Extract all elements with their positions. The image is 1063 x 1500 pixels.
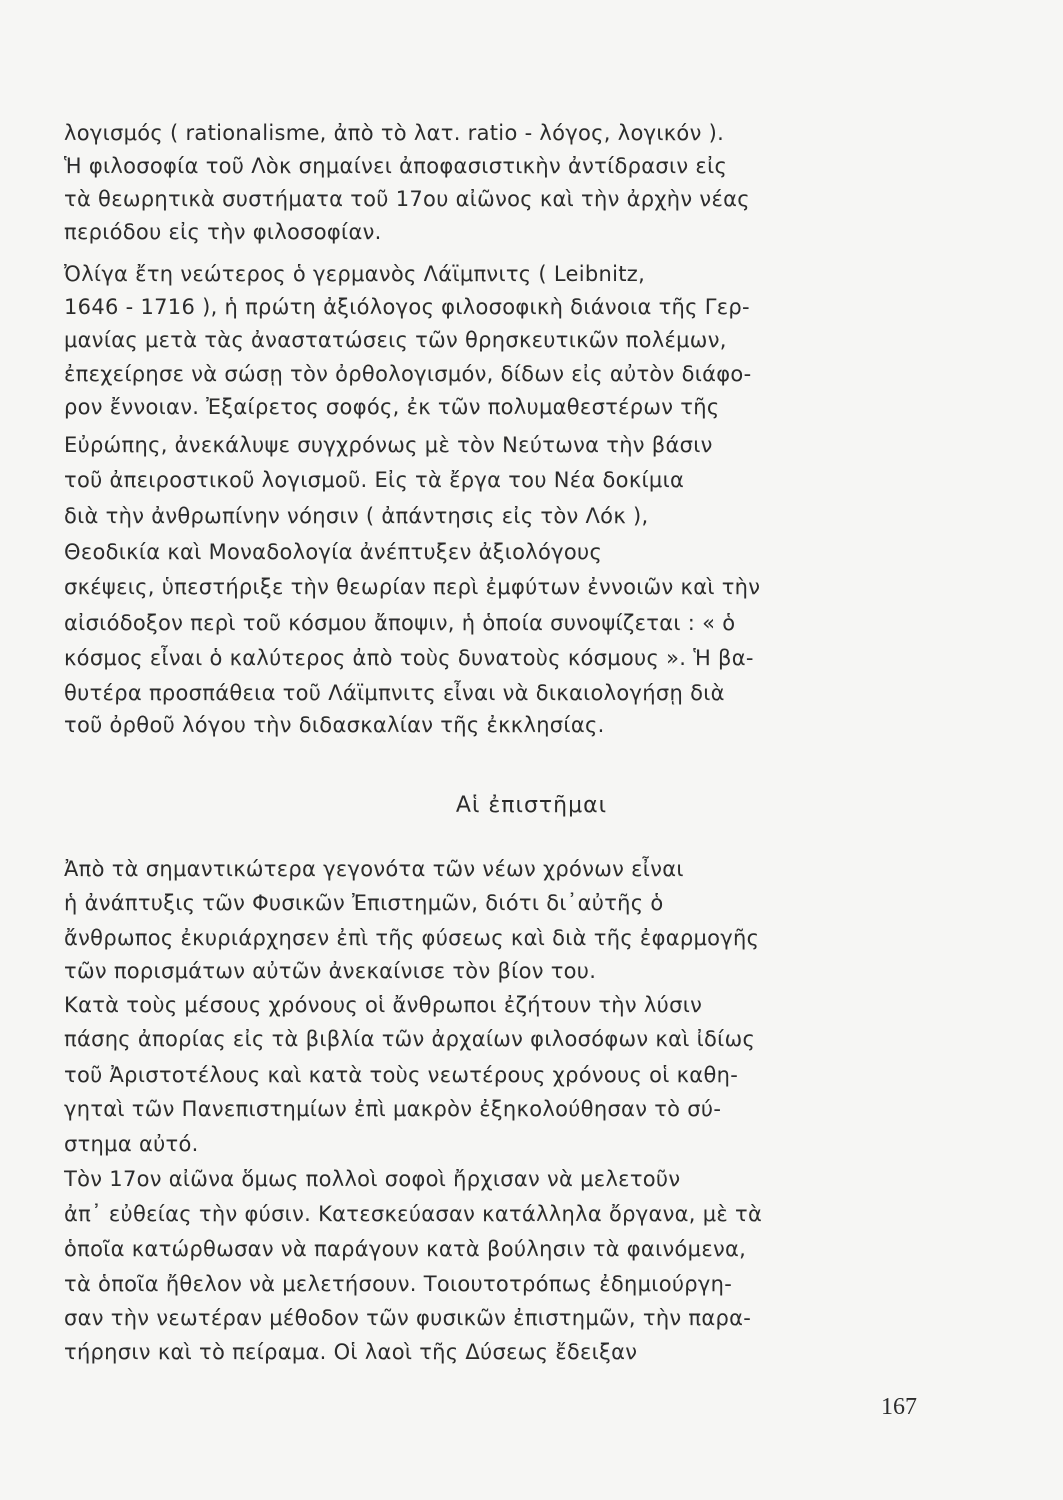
text-line-31: τὰ ὁποῖα ἤθελον νὰ μελετήσουν. Τοιουτοτρόπως ἐδημιούργη-: [64, 1272, 733, 1296]
text-line-5: Ὀλίγα ἔτη νεώτερος ὁ γερμανὸς Λάϊμπνιτς ( Leibnitz,: [64, 262, 646, 286]
text-line-4: περιόδου εἰς τὴν φιλοσοφίαν.: [64, 220, 382, 244]
text-line-7: μανίας μετὰ τὰς ἀναστατώσεις τῶν θρησκευτικῶν πολέμων,: [64, 328, 727, 352]
text-line-23: Κατὰ τοὺς μέσους χρόνους οἱ ἄνθρωποι ἐζήτουν τὴν λύσιν: [64, 993, 703, 1017]
text-line-11: τοῦ ἀπειροστικοῦ λογισμοῦ. Εἰς τὰ ἔργα του Νέα δοκίμια: [64, 468, 685, 492]
text-line-12: διὰ τὴν ἀνθρωπίνην νόησιν ( ἀπάντησις εἰς τὸν Λόκ ),: [64, 504, 649, 528]
text-line-3: τὰ θεωρητικὰ συστήματα τοῦ 17ου αἰῶνος καὶ τὴν ἀρχὴν νέας: [64, 187, 750, 211]
text-line-26: γηταὶ τῶν Πανεπιστημίων ἐπὶ μακρὸν ἐξηκολούθησαν τὸ σύ-: [64, 1097, 722, 1121]
text-line-22: τῶν πορισμάτων αὐτῶν ἀνεκαίνισε τὸν βίον του.: [64, 959, 597, 983]
section-heading: Αἱ ἐπιστῆμαι: [455, 793, 608, 818]
text-line-16: κόσμος εἶναι ὁ καλύτερος ἀπὸ τοὺς δυνατοὺς κόσμους ». Ἡ βα-: [64, 646, 754, 670]
text-line-27: στημα αὐτό.: [64, 1132, 199, 1156]
text-line-32: σαν τὴν νεωτέραν μέθοδον τῶν φυσικῶν ἐπιστημῶν, τὴν παρα-: [64, 1306, 752, 1330]
text-line-33: τήρησιν καὶ τὸ πείραμα. Οἱ λαοὶ τῆς Δύσεως ἔδειξαν: [64, 1340, 638, 1364]
text-line-13: Θεοδικία καὶ Μοναδολογία ἀνέπτυξεν ἀξιολόγους: [64, 540, 603, 564]
text-line-25: τοῦ Ἀριστοτέλους καὶ κατὰ τοὺς νεωτέρους χρόνους οἱ καθη-: [64, 1063, 739, 1087]
text-line-14: σκέψεις, ὑπεστήριξε τὴν θεωρίαν περὶ ἐμφύτων ἐννοιῶν καὶ τὴν: [64, 575, 761, 599]
text-line-21: ἄνθρωπος ἐκυριάρχησεν ἐπὶ τῆς φύσεως καὶ διὰ τῆς ἐφαρμογῆς: [64, 926, 760, 950]
text-line-20: ἡ ἀνάπτυξις τῶν Φυσικῶν Ἐπιστημῶν, διότι δι᾽αὐτῆς ὁ: [64, 891, 664, 915]
text-line-15: αἰσιόδοξον περὶ τοῦ κόσμου ἄποψιν, ἡ ὁποία συνοψίζεται : « ὁ: [64, 611, 736, 635]
text-line-17: θυτέρα προσπάθεια τοῦ Λάϊμπνιτς εἶναι νὰ δικαιολογήσῃ διὰ: [64, 681, 725, 705]
text-line-24: πάσης ἀπορίας εἰς τὰ βιβλία τῶν ἀρχαίων φιλοσόφων καὶ ἰδίως: [64, 1027, 756, 1051]
text-line-30: ὁποῖα κατώρθωσαν νὰ παράγουν κατὰ βούλησιν τὰ φαινόμενα,: [64, 1237, 747, 1261]
page-number: 167: [881, 1394, 917, 1420]
text-line-19: Ἀπὸ τὰ σημαντικώτερα γεγονότα τῶν νέων χρόνων εἶναι: [64, 857, 684, 881]
text-line-6: 1646 - 1716 ), ἡ πρώτη ἀξιόλογος φιλοσοφικὴ διάνοια τῆς Γερ-: [64, 295, 750, 319]
text-line-8: ἐπεχείρησε νὰ σώσῃ τὸν ὀρθολογισμόν, δίδων εἰς αὐτὸν διάφο-: [64, 362, 752, 386]
text-line-28: Τὸν 17ον αἰῶνα ὅμως πολλοὶ σοφοὶ ἤρχισαν νὰ μελετοῦν: [64, 1167, 681, 1191]
text-line-10: Εὐρώπης, ἀνεκάλυψε συγχρόνως μὲ τὸν Νεύτωνα τὴν βάσιν: [64, 433, 713, 457]
text-line-18: τοῦ ὀρθοῦ λόγου τὴν διδασκαλίαν τῆς ἐκκλησίας.: [64, 713, 605, 737]
text-line-1: λογισμός ( rationalisme, ἀπὸ τὸ λατ. ratio - λόγος, λογικόν ).: [64, 121, 725, 145]
text-line-9: ρον ἔννοιαν. Ἐξαίρετος σοφός, ἐκ τῶν πολυμαθεστέρων τῆς: [64, 395, 720, 419]
text-line-2: Ἡ φιλοσοφία τοῦ Λὸκ σημαίνει ἀποφασιστικὴν ἀντίδρασιν εἰς: [64, 154, 728, 178]
text-line-29: ἀπ᾽ εὐθείας τὴν φύσιν. Κατεσκεύασαν κατάλληλα ὄργανα, μὲ τὰ: [64, 1202, 763, 1226]
